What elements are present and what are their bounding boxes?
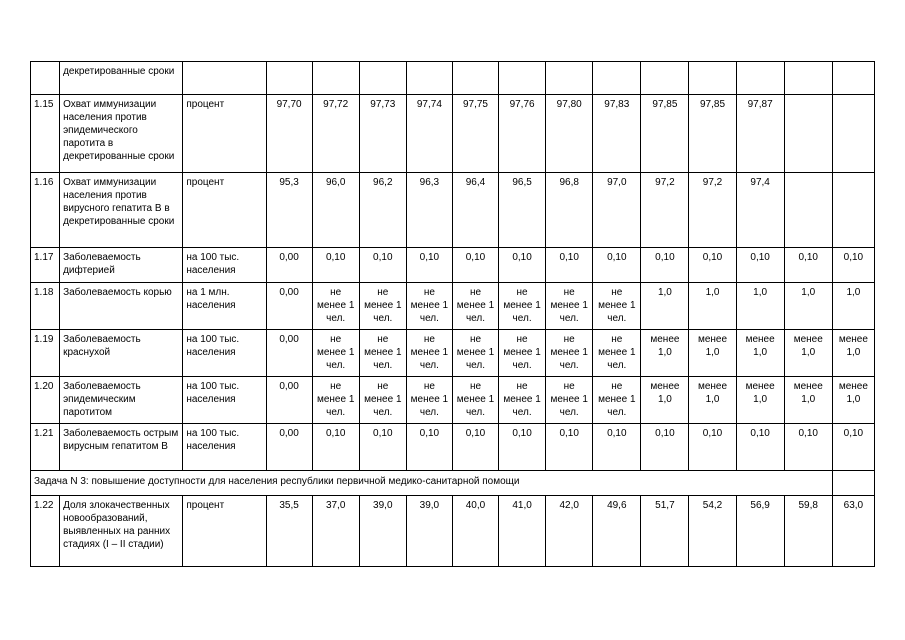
value-cell: 97,80 (546, 95, 593, 173)
table-row (31, 173, 875, 248)
row-number: 1.16 (31, 173, 60, 248)
row-number: 1.15 (31, 95, 60, 173)
indicator-name: Охват иммунизации населения против эпидемического паротита в декретированные сроки (60, 95, 183, 173)
value-cell: 97,72 (312, 95, 359, 173)
unit-of-measure: процент (183, 496, 266, 567)
value-cell (359, 62, 406, 95)
value-cell: 0,10 (546, 424, 593, 471)
task-heading: Задача N 3: повышение доступности для населения республики первичной медико-санитарной помощи (31, 471, 833, 496)
value-cell: 97,2 (641, 173, 689, 248)
value-cell: 0,10 (784, 248, 832, 283)
value-cell: 0,10 (832, 424, 874, 471)
value-cell: 1,0 (689, 283, 736, 330)
value-cell: 95,3 (266, 173, 312, 248)
indicator-name: Заболеваемость корью (60, 283, 183, 330)
value-cell (406, 62, 452, 95)
table-row (31, 283, 875, 330)
value-cell: не менее 1 чел. (593, 330, 641, 377)
value-cell: 97,73 (359, 95, 406, 173)
value-cell: 97,85 (641, 95, 689, 173)
value-cell: 97,74 (406, 95, 452, 173)
value-cell: 0,00 (266, 377, 312, 424)
table-row (31, 424, 875, 471)
value-cell: 0,10 (499, 248, 546, 283)
unit-of-measure: на 100 тыс. населения (183, 330, 266, 377)
value-cell: 0,10 (736, 248, 784, 283)
value-cell (832, 62, 874, 95)
value-cell: 0,00 (266, 283, 312, 330)
value-cell: менее 1,0 (784, 377, 832, 424)
value-cell: не менее 1 чел. (499, 330, 546, 377)
value-cell: не менее 1 чел. (406, 330, 452, 377)
value-cell: 0,10 (406, 424, 452, 471)
value-cell: 97,75 (452, 95, 498, 173)
value-cell: 97,2 (689, 173, 736, 248)
value-cell: не менее 1 чел. (312, 283, 359, 330)
unit-of-measure: на 100 тыс. населения (183, 248, 266, 283)
value-cell: 0,10 (593, 424, 641, 471)
row-number (31, 62, 60, 95)
row-number: 1.19 (31, 330, 60, 377)
value-cell: 97,83 (593, 95, 641, 173)
value-cell: не менее 1 чел. (312, 377, 359, 424)
value-cell: 49,6 (593, 496, 641, 567)
table-body (31, 62, 875, 567)
indicator-name: Заболеваемость дифтерией (60, 248, 183, 283)
value-cell: 0,00 (266, 424, 312, 471)
table-row (31, 377, 875, 424)
empty-cell (832, 471, 874, 496)
row-number: 1.21 (31, 424, 60, 471)
value-cell: 97,76 (499, 95, 546, 173)
value-cell: 0,10 (641, 248, 689, 283)
value-cell: 0,10 (312, 424, 359, 471)
value-cell: не менее 1 чел. (546, 377, 593, 424)
value-cell: 59,8 (784, 496, 832, 567)
value-cell (784, 62, 832, 95)
value-cell: менее 1,0 (641, 330, 689, 377)
unit-of-measure: на 100 тыс. населения (183, 377, 266, 424)
value-cell (641, 62, 689, 95)
value-cell: не менее 1 чел. (359, 330, 406, 377)
value-cell: менее 1,0 (641, 377, 689, 424)
value-cell (784, 95, 832, 173)
value-cell: 0,00 (266, 248, 312, 283)
value-cell: не менее 1 чел. (359, 377, 406, 424)
value-cell: не менее 1 чел. (546, 330, 593, 377)
table-row (31, 95, 875, 173)
task-row (31, 471, 875, 496)
value-cell: 0,10 (546, 248, 593, 283)
table-row (31, 62, 875, 95)
value-cell: не менее 1 чел. (546, 283, 593, 330)
indicator-name: декретированные сроки (60, 62, 183, 95)
value-cell: 0,00 (266, 330, 312, 377)
value-cell: не менее 1 чел. (452, 377, 498, 424)
unit-of-measure (183, 62, 266, 95)
value-cell: 97,0 (593, 173, 641, 248)
indicator-name: Заболеваемость эпидемическим паротитом (60, 377, 183, 424)
value-cell: 0,10 (784, 424, 832, 471)
value-cell: 0,10 (641, 424, 689, 471)
row-number: 1.22 (31, 496, 60, 567)
value-cell: менее 1,0 (832, 330, 874, 377)
value-cell: менее 1,0 (736, 330, 784, 377)
value-cell: 35,5 (266, 496, 312, 567)
value-cell (266, 62, 312, 95)
value-cell: не менее 1 чел. (406, 283, 452, 330)
value-cell: 54,2 (689, 496, 736, 567)
value-cell: 0,10 (452, 424, 498, 471)
row-number: 1.20 (31, 377, 60, 424)
value-cell: 41,0 (499, 496, 546, 567)
value-cell: 42,0 (546, 496, 593, 567)
value-cell: 63,0 (832, 496, 874, 567)
value-cell: менее 1,0 (736, 377, 784, 424)
value-cell: 96,2 (359, 173, 406, 248)
table-row (31, 496, 875, 567)
indicator-table (30, 61, 875, 567)
value-cell: не менее 1 чел. (499, 377, 546, 424)
value-cell: 1,0 (784, 283, 832, 330)
value-cell: менее 1,0 (689, 330, 736, 377)
value-cell: 0,10 (406, 248, 452, 283)
unit-of-measure: на 100 тыс. населения (183, 424, 266, 471)
value-cell (832, 173, 874, 248)
value-cell: 97,87 (736, 95, 784, 173)
value-cell: менее 1,0 (832, 377, 874, 424)
value-cell: 56,9 (736, 496, 784, 567)
value-cell: 51,7 (641, 496, 689, 567)
value-cell: 0,10 (359, 424, 406, 471)
indicator-name: Охват иммунизации населения против вирусного гепатита В в декретированные сроки (60, 173, 183, 248)
value-cell: 39,0 (406, 496, 452, 567)
value-cell (736, 62, 784, 95)
value-cell (832, 95, 874, 173)
indicator-name: Доля злокачественных новообразований, выявленных на ранних стадиях (I – II стадии) (60, 496, 183, 567)
value-cell (499, 62, 546, 95)
value-cell: не менее 1 чел. (452, 330, 498, 377)
value-cell: 1,0 (641, 283, 689, 330)
unit-of-measure: процент (183, 173, 266, 248)
indicator-name: Заболеваемость острым вирусным гепатитом В (60, 424, 183, 471)
value-cell: не менее 1 чел. (593, 377, 641, 424)
unit-of-measure: процент (183, 95, 266, 173)
value-cell (689, 62, 736, 95)
value-cell (546, 62, 593, 95)
value-cell (452, 62, 498, 95)
value-cell: 0,10 (689, 248, 736, 283)
value-cell: 96,5 (499, 173, 546, 248)
value-cell (312, 62, 359, 95)
value-cell: менее 1,0 (689, 377, 736, 424)
value-cell: 0,10 (689, 424, 736, 471)
value-cell: 97,70 (266, 95, 312, 173)
indicator-name: Заболеваемость краснухой (60, 330, 183, 377)
value-cell: не менее 1 чел. (499, 283, 546, 330)
value-cell: 96,8 (546, 173, 593, 248)
row-number: 1.17 (31, 248, 60, 283)
value-cell: менее 1,0 (784, 330, 832, 377)
value-cell: 0,10 (832, 248, 874, 283)
value-cell: 0,10 (359, 248, 406, 283)
value-cell: 96,0 (312, 173, 359, 248)
value-cell: 0,10 (736, 424, 784, 471)
value-cell: 97,4 (736, 173, 784, 248)
value-cell: 0,10 (499, 424, 546, 471)
value-cell: 97,85 (689, 95, 736, 173)
value-cell: 37,0 (312, 496, 359, 567)
value-cell: не менее 1 чел. (359, 283, 406, 330)
value-cell: 96,4 (452, 173, 498, 248)
table-row (31, 248, 875, 283)
value-cell: 1,0 (832, 283, 874, 330)
value-cell: не менее 1 чел. (312, 330, 359, 377)
value-cell: 0,10 (593, 248, 641, 283)
value-cell: не менее 1 чел. (593, 283, 641, 330)
value-cell: 0,10 (452, 248, 498, 283)
value-cell: 1,0 (736, 283, 784, 330)
table-row (31, 330, 875, 377)
row-number: 1.18 (31, 283, 60, 330)
value-cell: 0,10 (312, 248, 359, 283)
value-cell (593, 62, 641, 95)
value-cell: 39,0 (359, 496, 406, 567)
value-cell (784, 173, 832, 248)
unit-of-measure: на 1 млн. населения (183, 283, 266, 330)
value-cell: 40,0 (452, 496, 498, 567)
value-cell: не менее 1 чел. (406, 377, 452, 424)
value-cell: не менее 1 чел. (452, 283, 498, 330)
value-cell: 96,3 (406, 173, 452, 248)
